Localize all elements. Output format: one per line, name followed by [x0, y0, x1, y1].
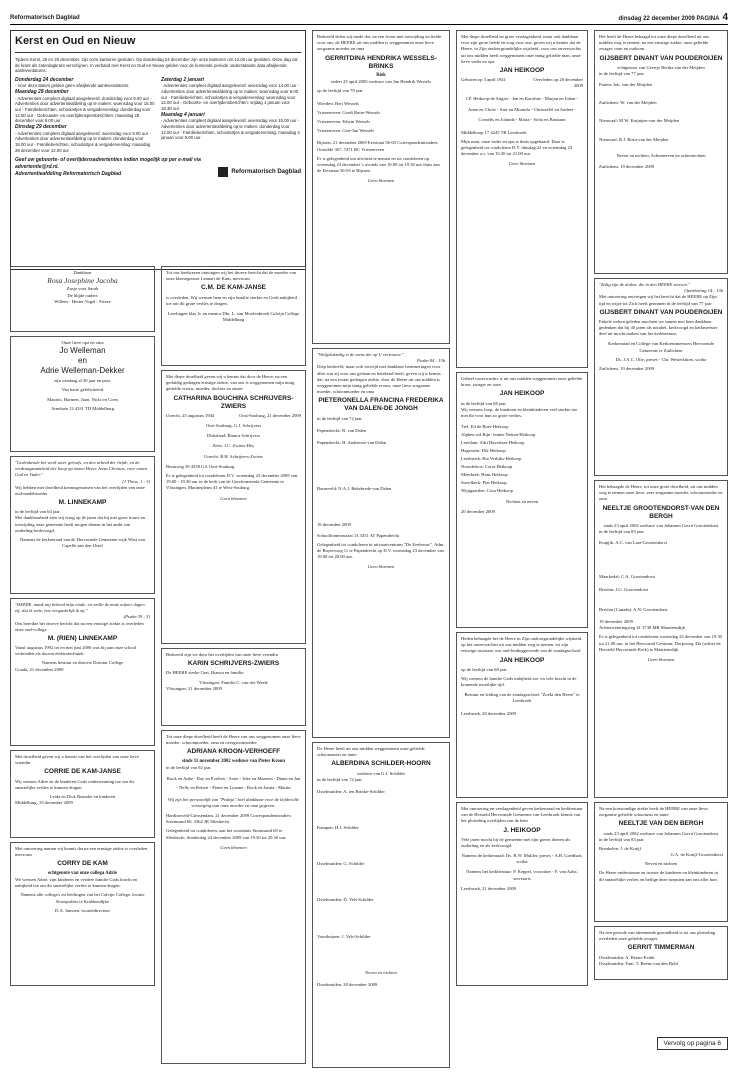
obit-timmerman: Na een periode van afnemende gezondheid is tot ons plotseling overleden onze geliefde zwager GERRIT TIMMERMAN IJsselmuiden: A. Beens-Evink IJsselmuiden: Fam. T. Beens-van den Bold — [594, 926, 728, 980]
obit-kroon-verhoeff: Tot onze diepe droefheid heeft de Heere van ons weggenomen onze lieve moeder, schoonmoeder, oma en overgrootmoeder ADRIANA KROON-VERHOEFF sinds 11 november 2002 weduwe van Pieter Kroon in de leeftijd van 92 jaar. Rook en Anke - Ray en Evelien - Aster - Joke en Maarten - Diana en Jan - Nelly en Robert - Pieter en Lyanne - Rook en Janita - Martin Wij zijn het persoonlijk van "Pedaja" heel dankbaar voor de liefdevolle verzorging aan onze moeder en oma gegeven. Hardinxveld-Giessendam, 21 december 2009 Correspondentieadres: Stormsand 60, 3362 JK Sliedrecht Gelegenheid tot condoleren, aan het woonhuis Stormsand 60 te Sliedrecht, donderdag 24 december 2009 van 19.30 tot 20.30 uur. Geen bloemen — [161, 730, 306, 1064]
paper-name: Reformatorisch Dagblad — [10, 15, 80, 21]
baby-name: Rosa Josephine Jacoba — [47, 276, 118, 286]
continued-on-page: Vervolg op pagina 6 — [657, 1037, 728, 1050]
column-4 — [456, 30, 588, 990]
kerst-title: Kerst en Oud en Nieuw — [15, 35, 136, 47]
obit-grootendorst: Het behaagde de Heere, tot onze grote droefheid, uit ons midden weg te nemen onze lieve, zeer zorgzame moeder, schoonmoeder en oma NEELTJE GROOTENDORST-VAN DEN BERGH sinds 23 april 2002 weduwe van Johannes Gerrit Grootendorst in de leeftijd van 83 jaar. Krapjik: A.C. van Laar-Grootendorst Maarkedal: C.A. Grootendorst Breslau: J.G. Grootendorst Breslau (Canada): A.N. Grootendorst 19 december 2009 Achterweteringweg 41 3738 MR Maartensdijk Er is gelegenheid tot condoleren woensdag 23 december van 19.30 tot 21.00 uur, in het Hervormd Centrum, Dorpsweg 43a (achter de Hersteld Hervormde Kerk) te Maartensdijk. Geen bloemen — [594, 480, 728, 798]
obit-schilder-hoorn: De Heere heeft uit ons midden weggenomen onze geliefde schoonzuster en tante ALBERDINA SCHILDER-HOORN weduwe van G.J. Schilder in de leeftijd van 72 jaar. IJsselmuiden: A. ten Brinke-Schilder Kampen: H.J. Schilder IJsselmuiden: G. Schilder IJsselmuiden: D. Vels-Schilder Voorthuizen: J. Vels-Schilder Neven en nichten IJsselmuiden, 20 december 2009 — [312, 742, 450, 1068]
obit-corrie-de-kam: Met droefheid geven wij u kennis van het overlijden van onze lieve vriendin CORRIE DE KAM-JANSE Wij wensen Adrie en de kinderen Gods ondersteuning toe om dit smartelijke verlies te kunnen dragen. Leida en Dick Beunder en kinderen Middelburg, 19 december 2009 — [10, 750, 155, 838]
rd-logo-icon — [218, 167, 228, 177]
obit-jan-heikoop-3: Heden behaagde het de Heere in Zijn ondoorgrondelijke wijsheid, op het onverwachtst uit ons midden weg te nemen, tot zijn eeuwige ruststaat, ons oud-leidinggevende van de zondagsschool JAN HEIKOOP op de leeftijd van 68 jaar. Wij wensen de familie Gods nabijheid toe, en vele kracht in de komende moeilijke tijd. Bestuur en leiding van de zondagsschool "Zoekt den Heere" te Leerbroek Leerbroek, 20 december 2009 — [456, 632, 588, 798]
kerst-s5: Maandag 4 januari — [161, 111, 205, 118]
obit-van-pouderoijen-2: "Zalig zijn de doden, die in den HEERE sterven." Openbaring 14 : 13b Met ontroering ontvingen wij het bericht dat de HEERE op Zijn tijd en wijze tot Zich heeft genomen in de leeftijd van 77 jaar GIJSBERT DINANT VAN POUDEROIJEN Enkele weken geleden mochten we samen met hem dankbaar gedenken dat hij 40 jaren als notabel, kerkvoogd en kerkmeester deel uit mocht maken van het kerkbestuur. Kerkenraad en College van Kerkrentmeesters Hervormde Gemeente te Zuilichem Ds. J.A.C. Olie, preses - Chr. Westerlaken, scriba Zuilichem, 19 december 2009 — [594, 278, 728, 476]
kerst-s4: Zaterdag 2 januari — [161, 76, 205, 83]
jubilee-name: Jo Welleman — [59, 346, 106, 356]
obit-wessels-brinks: Bedroefd delen wij mede dat, na een leven met toewijding en liefde voor ons, de HEERE uit ons midden is weggenomen onze lieve zorgzame moeder en oma GERRITDINA HENDRIKA WESSELS-BRINKS Riek sedert 25 april 2005 weduwe van Jan Hendrik Wessels op de leeftijd van 70 jaar. Wierden: Bert Wessels Vriezenveen: Gerdi Rutte-Wessels Vriezenveen: Edwin Wessels Vriezenveen: Gert-Jan Wessels Rijssen, 21 december 2009 Eerstraat 56-03 Correspondentieadres: Oostelde 367, 7471 BC Vriezenveen Er is gelegenheid om afscheid te nemen en tot condoleren op woensdag 23 december 's avonds van 19.00 tot 19.30 uur thuis aan de Eerstraat 56-03 te Rijssen. Geen bloemen — [312, 30, 450, 344]
kerst-footer: Geef uw geboorte- of overlijdensadvertenties indien mogelijk op per e-mail via advertentie@rd.nl. — [15, 157, 201, 170]
page-date: dinsdag 22 december 2009 PAGINA 4 — [618, 12, 728, 23]
obit-jan-heikoop-2: Geheel onverwachts is uit ons midden weggenomen onze geliefde broer, zwager en oom JAN HEIKOOP in de leeftijd van 68 jaar. Wij wensen Joop, de kinderen en kleinkinderen veel sterkte toe met dit voor hun zo grote verlies. Tiel: Ed de Boer-Heikoop Alphen a/d Rijn: Jannie Netten-Heikoop Leerdam: Adri Haverlaar-Heikoop Hagestein: Dik Heikoop Leerbroek: Ria Verlijks-Heikoop Noordeloos: Corra Heikoop Meerkerk: Hans Heikoop Streefkerk: Piet Heikoop Wijngaarden: Cora Heikoop Nichten en neven 20 december 2009 — [456, 372, 588, 628]
kerst-s1: Donderdag 24 december — [15, 76, 74, 83]
column-5 — [594, 30, 728, 984]
page-header — [10, 10, 728, 25]
column-1 — [10, 266, 155, 990]
column-2 — [161, 266, 306, 1068]
divider — [15, 52, 301, 53]
obit-corry-de-kam: Met ontroering namen wij kennis dat na een ernstige ziekte is overleden mevrouw CORRY DE KAM echtgenote van onze collega Adrie We wensen Adrie, zijn kinderen en verdere familie Gods kracht en nabijheid toe om dit smartelijke verlies te kunnen dragen. Namens alle collega's en leerlingen van het Calvijn College, locatie Kruispolder te Krabbendijke D.A. Janssen, locatiedirecteur — [10, 842, 155, 986]
obit-linnekamp-2: "HEERE, maak mij bekend mijn einde, en welke de mate mijner dagen zij; dat ik wete, hoe vergankelijk ik zij." (Psalm 39 : 5) Ons bereikte het droeve bericht dat na een ernstige ziekte is overleden onze oud-collega M. (RIEN) LINNEKAMP Vanaf augustus 1992 tot en met juni 2006 was hij aan onze school verbonden als docent elektrotechniek. Namens bestuur en directie Driestar College Gouda, 21 december 2009 — [10, 598, 155, 746]
obit-schrijvers-zwiers: Met diepe droefheid geven wij u kennis dat door de Heere, na een geduldig gedragen ernstige ziekte, van ons is weggenomen mijn innig geliefde vrouw, moeder, dochter en zuster CATHARINA BOUCHINA SCHRIJVERS-ZWIERS Utrecht, 25 augustus 1944 Oost-Souburg, 21 december 2009 Oost-Souburg: G.J. Schrijvers Dirksland: Bianca Schrijvers Zeist: J.C. Zwiers-Hey Utrecht: B.H. Schrijvers-Zwiers Bermweg 39 4358 GA Oost-Souburg Er is gelegenheid tot condoleren D.V. woensdag 23 december 2009 van 19.00 - 19.30 uur in de kerk van de Gereformeerde Gemeente te Vlissingen, Marinepleim 41 te West-Souburg. Geen bloemen — [161, 370, 306, 644]
kerst-s3: Dinsdag 29 december — [15, 124, 67, 131]
column-3 — [312, 30, 450, 1072]
obit-van-den-bergh: Na een kortstondige ziekte heeft de HEERE van onze lieve, zorgzame geliefde schoonzus en tante NEELTJE VAN DEN BERGH sinds 23 april 2002 weduwe van Johannes Gerrit Grootendorst in de leeftijd van 83 jaar. Breukelen: J. de Kruijf G.A. de Kruijf-Grootendorst Neven en nichten De Heere ondersteune en troeste de kinderen en kleinkinderen in dit smartelijke verlies en heilige deze ruepsten aan ons aller hart. — [594, 802, 728, 922]
obit-j-heikoop: Met ontroering en verslagenheid geven kerkenraad en kerkbestuur van de Hersteld Hervormde Gemeente van Leerbroek kennis van het plotseling overlijden van de heer J. HEIKOOP Vele jaren mocht hij de gemeente met zijn gaven dienen als ouderling en als kerkvoogd. Namens de kerkenraad: Ds. B.W. Mulder, preses - A.B. Goedhart, scriba Namens het kerkbestuur: P. Keppel, voorzitter - F. van Aalst, secretaris Leerbroek, 21 december 2009 — [456, 802, 588, 986]
obit-karin-schrijvers: Bedroefd zijn we door het overlijden van onze lieve vriendin KARIN SCHRIJVERS-ZWIERS De HEERE sterke Gert, Bianca en familie. Vlissingen: Familie C. van der Weele Vlissingen, 21 december 2009 — [161, 648, 306, 726]
obit-van-dalen-de-jongh: "Welgelukzalig is de mens die op U vertrouwt." Psalm 84 : 13b Diep bedroefd, maar ook verwijd met dankbare herinneringen voor alles wat zij voor ons gedaan en betekend heeft, geven wij u kennis dat, na een zwaar gedragen ziekte, door de Heere uit ons midden is weggenomen mijn innig geliefde vrouw, onze lieve zorgzame moeder, schoonmoeder en oma PIETERONELLA FRANCINA FREDERIKA VAN DALEN-DE JONGH in de leeftijd van 72 jaar. Papendrecht: B. van Dalen Papendrecht: H. Andriesse-van Dalen Barneveld: N.A.J. Bekebrede-van Dalen 19 december 2009 Schoolfonteinstraat 13 3351 AT Papendrecht Gelegenheid tot condoleren in uitvaartcentrum "De Zeeleeuw", Adm. de Ruyterweg 11 te Papendrecht op D.V. woensdag 23 december van 19.00 tot 20.00 uur. Geen bloemen — [312, 348, 450, 738]
kerst-s2: Maandag 28 december — [15, 89, 69, 96]
rd-logo: Reformatorisch Dagblad — [218, 167, 301, 177]
obit-van-pouderoijen-1: Het heeft de Heere behaagd tot onze diepe droefheid uit ons midden weg te nemen, na een ernstige ziekte, onze geliefde zwager, oom en oudoom GIJSBERT DINANT VAN POUDEROIJEN echtgenoot van Geertje Bertha van der Meijden in de leeftijd van 77 jaar. Putten: Joh. van der Meijden Zuilichem: W. van der Meijden Nieuwaal: M.W. Kuijntjes-van der Meijden Nieuwaal: B.J. Roza-van der Meijden Neven en nichten, Achterneven en achternichten Zuilichem, 19 december 2009 — [594, 30, 728, 274]
kerst-intro: Tijdens Kerst, 25 en 26 december, zijn onze kantoren gesloten. Op donderdag 24 december zijn onze kantoren om 12.00 uur gesloten. Deze dag zal de krant als zaterdagkrant verschijnen. In verband met Kerst en Oud en Nieuw gelden voor de komende periode onderstaande data afwijkende aanleverdatums: — [15, 56, 298, 74]
jubilee-welleman: Onze lieve opa en oma Jo Welleman en Adrie Welleman-Dekker zijn vandaag al 30 jaar en paar. Van harte gefeliciteerd Maurits, Harmen, Juan, Nicla en Coen Arnelaan 12 4331 TD Middelburg — [10, 336, 155, 452]
obit-linnekamp-1: "Gedenkende het werk uwer geloofs, en den arbeid der liefde, en de verdraagzaamheid der hoop op onzen Heere Jezus Christus, voor onzen God en Vader." (1 Thess. 1 : 3) Wij hebben met droefheid kennisgenomen van het overlijden van onze oud-medebroeder M. LINNEKAMP in de leeftijd van 64 jaar. Met dankbaarheid zien wij terug op de jaren dat hij met grote trouw en toewijding onze gemeente heeft mogen dienen in het ambt van ouderling-kerkvoogd. Namens de kerkenraad van de Hervormde Gemeente-wijk West van Capelle aan den IJssel — [10, 456, 155, 594]
birth-rosa: Dankbaar Rosa Josephine Jacoba Zusje voor Sarah De blijde ouders Willem - Hester Vogel - Frieze — [10, 266, 155, 332]
kerst-notice: Kerst en Oud en Nieuw Tijdens Kerst, 25 en 26 december, zijn onze kantoren gesloten. Op donderdag 24 december zijn onze kantoren om 12.00 uur gesloten. Deze dag zal de krant als zaterdagkrant verschijnen. In verband met Kerst en Oud en Nieuw gelden voor de komende periode onderstaande data afwijkende aanleverdatums: Donderdag 24 december - Voor deze datum gelden geen afwijkende aanleverdatums. Maandag 28 december - Advertenties compleet digitaal aangeleverd: donderdag voor 9.00 uur - Advertenties door advertentieafdeling op te maken: woensdag voor 15.00 uur - Familieberichten, schoolartjes & vergaderverslag: donderdag voor 12.00 uur - Gebouwde- en overlijdenspersberichten: maandag 28 december voor 9.00 uur Dinsdag 29 december - Advertenties compleet digitaal aangeleverd: woensdag voor 9.00 uur - Advertenties door advertentieafdeling op te maken: donderdag voor 15.00 uur - Familieberichten, schoolartjes & vergaderverslag: maandag 28 december voor 12.00 uur Zaterdag 2 januari - Advertenties compleet digitaal aangeleverd: woensdag voor 14.00 uur - Advertenties door advertentieafdeling op te maken: woensdag voor 9.00 uur - Familieberichten, schoolartjes & vergaderverslag: woensdag voor 12.00 uur - Geboorte- en overlijdensberichten: vrijdag 1 januari voor 18.30 uur Maandag 4 januari - Advertenties compleet digitaal aangeleverd: woensdag voor 15.00 uur - Advertenties door advertentieafdeling op te maken: donderdag voor 12.00 uur - Familieberichten, schoolartjes & vergaderverslag: maandag 4 januari voor 9.00 uur Geef uw geboorte- of overlijdensadvertenties indien mogelijk op per e-mail via advertentie@rd.nl. Advertentieafdeling Reformatorisch Dagblad Reformatorisch Dagblad — [10, 30, 306, 274]
page-number: 4 — [722, 12, 728, 23]
obit-cm-de-kam: Tot ons leedwezen ontvingen wij het droeve bericht dat de moeder van onze klassegenoot Lennart de Kam, mevrouw C.M. DE KAM-JANSE is overleden. Wij wensen hem en zijn familie sterkte en Gods nabijheid toe om dit grote verlies te dragen. Leerlingen klas 3c en mentor Dhr. L. van Moolenbroek Calvijn College Middelburg — [161, 266, 306, 366]
obit-jan-heikoop-1: Met diepe droefheid en grote verslagenheid, maar ook dankbaar voor zijn grote liefde en zorg voor ons, geven wij u kennis dat de Heere, in Zijn ondoorgrondelijke wijsheid, voor ons onverwachts uit ons midden heeft weggenomen onze innig geliefde man, onze lieve vader en opa JAN HEIKOOP Geboren op 3 april 1941 Overleden op 20 december 2009 J.P. Heikoop-de Stigter - Jan en Karoline - Marjan en Johan - Anne en Christ - Aart en Miranda - Christoffel en Andrea - Cornelis en Jolanda - Maria - Sofia en Bastiaan Middelkoop 17 4245 TR Leerbroek Mijn man, onze vader en opa is thuis opgebaard. Daar is gelegenheid tot condoleren D.V. dinsdag 22 en woensdag 23 december a.s. van 19.30 tot 21.00 uur. Geen bloemen — [456, 30, 588, 368]
